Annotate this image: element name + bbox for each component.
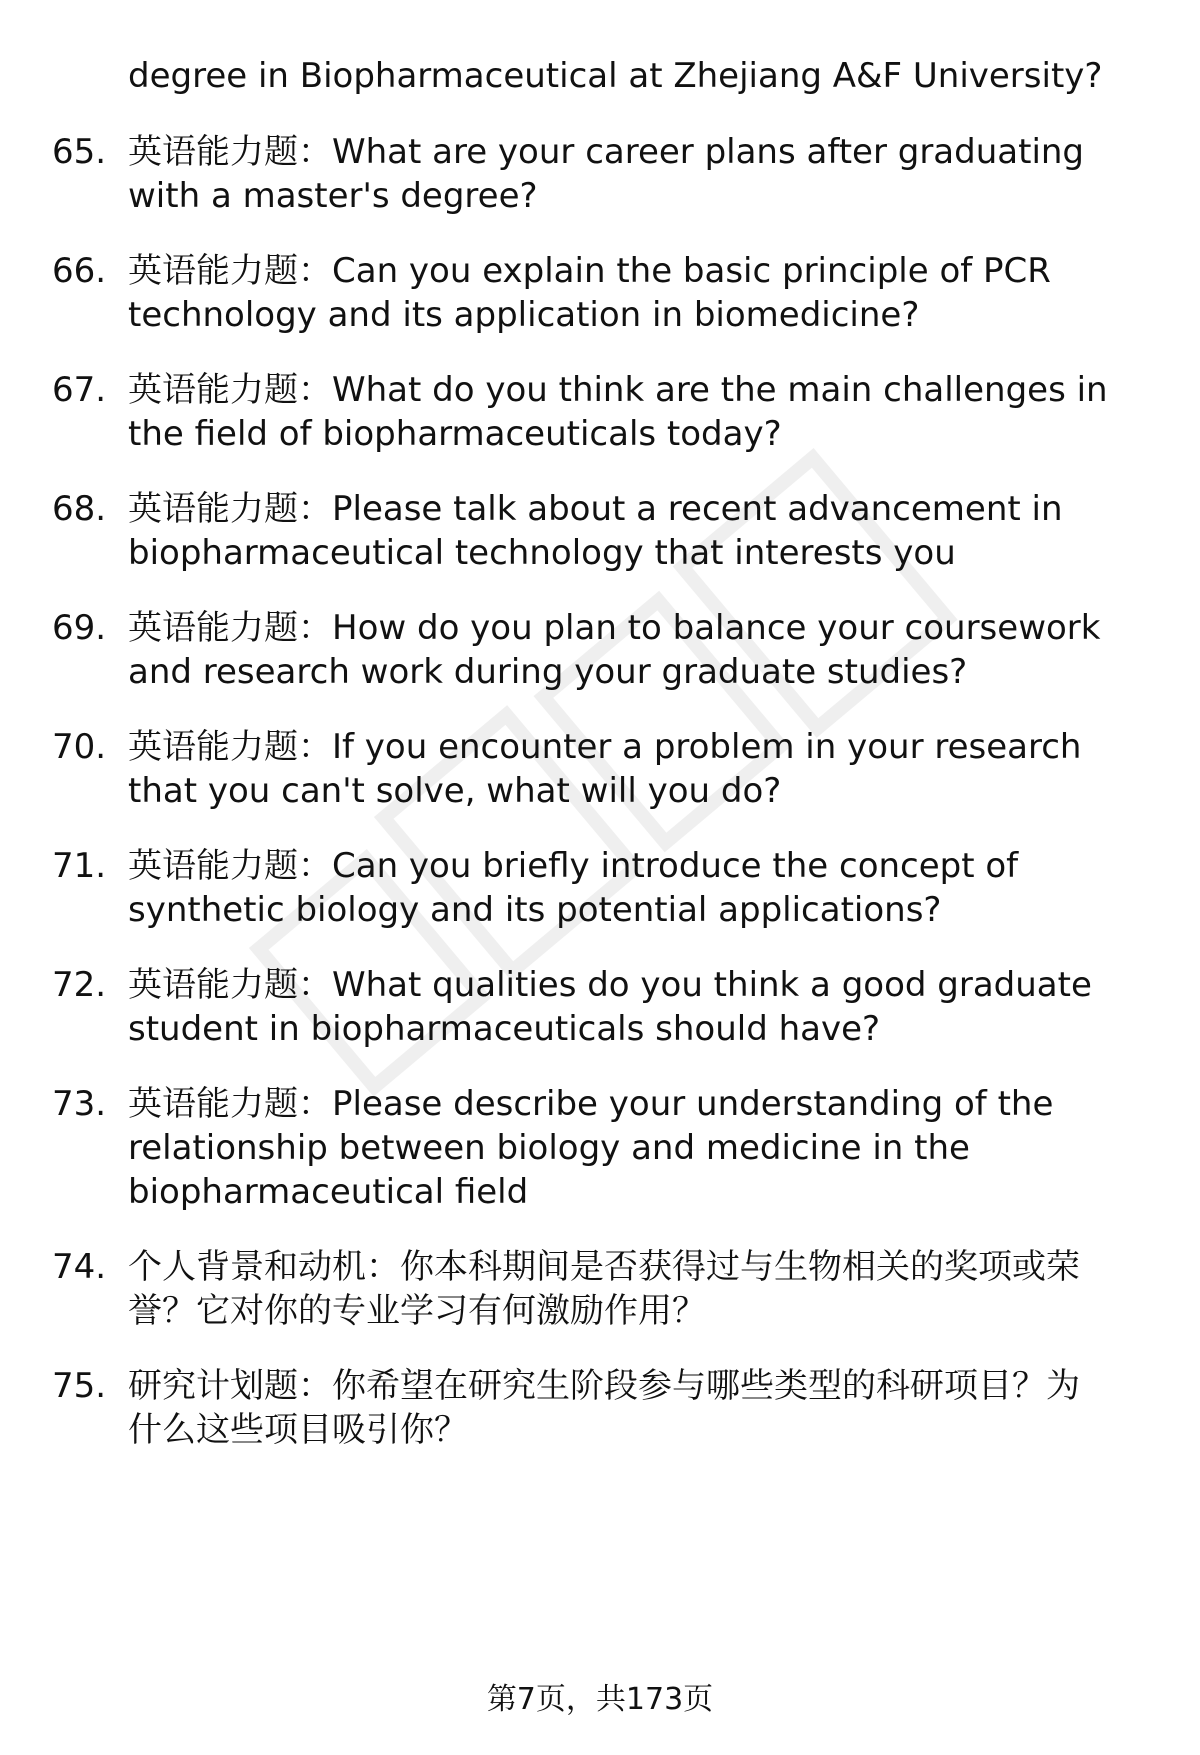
item-line: relationship between biology and medicine in the (128, 1128, 970, 1168)
item-line: the field of biopharmaceuticals today? (128, 414, 782, 454)
item-number: 69. (52, 608, 107, 648)
item-number: 70. (52, 727, 107, 767)
item-line: 什么这些项目吸引你？ (128, 1410, 468, 1450)
item-number: 72. (52, 965, 107, 1005)
item-number: 67. (52, 370, 107, 410)
item-line: with a master's degree? (128, 176, 538, 216)
item-line: 誉？它对你的专业学习有何激励作用？ (128, 1291, 706, 1331)
item-line: 英语能力题：What are your career plans after graduating (128, 132, 1085, 172)
item-line: 英语能力题：If you encounter a problem in your research (128, 727, 1082, 767)
item-line: 个人背景和动机：你本科期间是否获得过与生物相关的奖项或荣 (128, 1247, 1080, 1287)
item-number: 71. (52, 846, 107, 886)
item-line: technology and its application in biomedicine? (128, 295, 920, 335)
item-line: biopharmaceutical technology that interests you (128, 533, 956, 573)
item-line: synthetic biology and its potential applications? (128, 890, 942, 930)
item-number: 73. (52, 1084, 107, 1124)
item-line: 研究计划题：你希望在研究生阶段参与哪些类型的科研项目？为 (128, 1366, 1080, 1406)
item-line: that you can't solve, what will you do? (128, 771, 782, 811)
item-line: 英语能力题：How do you plan to balance your coursework (128, 608, 1101, 648)
item-line: 英语能力题：What qualities do you think a good graduate (128, 965, 1092, 1005)
item-number: 66. (52, 251, 107, 291)
item-number: 68. (52, 489, 107, 529)
item-number: 65. (52, 132, 107, 172)
item-line: biopharmaceutical field (128, 1172, 529, 1212)
item-line: 英语能力题：What do you think are the main challenges in (128, 370, 1108, 410)
item-number: 74. (52, 1247, 107, 1287)
item-line: 英语能力题：Can you explain the basic principle of PCR (128, 251, 1051, 291)
item-line: 英语能力题：Please talk about a recent advancement in (128, 489, 1063, 529)
item-line: student in biopharmaceuticals should have? (128, 1009, 881, 1049)
item-line: and research work during your graduate studies? (128, 652, 968, 692)
item-line: 英语能力题：Please describe your understanding of the (128, 1084, 1054, 1124)
item-number: 75. (52, 1366, 107, 1406)
item-line: 英语能力题：Can you briefly introduce the concept of (128, 846, 1019, 886)
page-footer: 第7页，共173页 (486, 1682, 714, 1717)
carryover-line: degree in Biopharmaceutical at Zhejiang A&F University? (128, 56, 1103, 96)
